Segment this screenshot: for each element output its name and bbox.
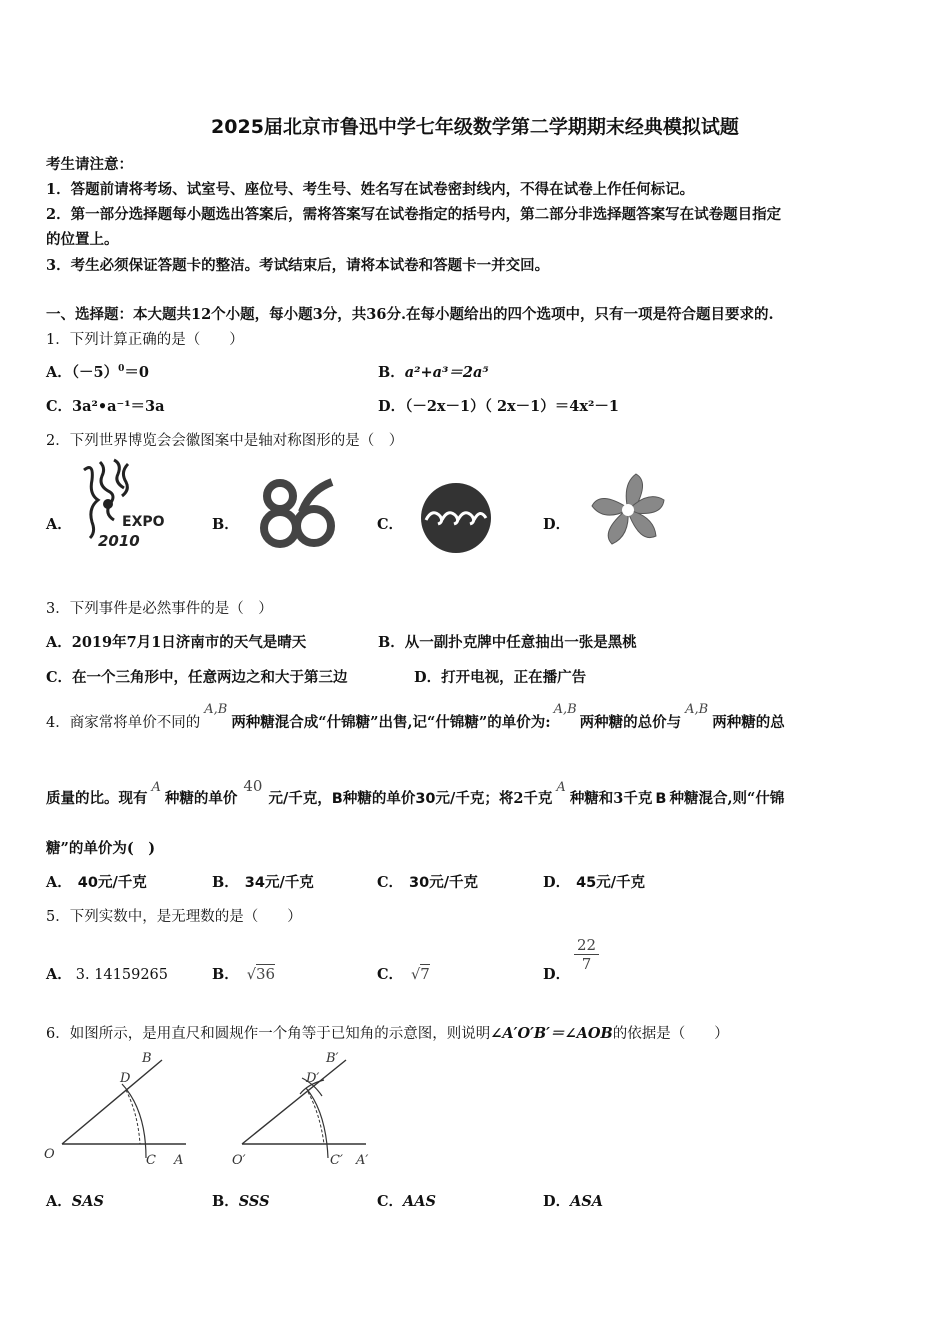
sqrt-icon: √	[246, 967, 257, 983]
notice-item: 1．答题前请将考场、试室号、座位号、考生号、姓名写在试卷密封线内，不得在试卷上作任何标记。	[46, 181, 695, 198]
wave-circle-logo-icon	[420, 482, 492, 554]
q4-option-c	[377, 871, 478, 892]
q4-text: 种糖和3千克	[569, 790, 653, 807]
option-label: B．	[212, 516, 239, 533]
point-label: B	[142, 1051, 152, 1066]
q4-text: 4．商家常将单价不同的	[46, 715, 201, 731]
q6-text: 的依据是（ ）	[612, 1026, 729, 1042]
question-3-stem: 3．下列事件是必然事件的是（ ）	[46, 601, 273, 617]
q6-text: 6．如图所示，是用直尺和圆规作一个角等于已知角的示意图，则说明	[46, 1026, 491, 1042]
point-label: C′	[330, 1153, 343, 1168]
option-value: SSS	[238, 1193, 270, 1210]
section-heading: 一、选择题：本大题共12个小题，每小题3分，共36分.在每小题给出的四个选项中，只有一项是符合题目要求的.	[46, 306, 774, 323]
expo-year: 2010	[98, 532, 140, 550]
q4-var: B	[655, 791, 667, 807]
q4-var: A,B	[685, 702, 709, 717]
point-label: A	[174, 1153, 184, 1168]
option-label: C．	[377, 1193, 404, 1210]
q6-option-a	[46, 1190, 104, 1211]
option-text: 3a²•a⁻¹＝3a	[72, 398, 165, 415]
option-label: B．	[212, 874, 239, 891]
option-value: 34	[244, 875, 265, 891]
question-2-stem: 2．下列世界博览会会徽图案中是轴对称图形的是（ ）	[46, 433, 404, 449]
q6-option-d	[543, 1190, 603, 1211]
option-value: SAS	[71, 1193, 104, 1210]
option-unit: 元/千克	[596, 874, 646, 891]
point-label: B′	[326, 1051, 339, 1066]
option-unit: 元/千克	[429, 874, 479, 891]
fraction-22-7	[574, 936, 599, 973]
option-label: C．	[377, 874, 404, 891]
q4-text: 两种糖的总	[712, 714, 785, 731]
expo-2010-logo-icon	[78, 458, 174, 550]
q4-var: B	[331, 791, 343, 807]
q4-var: A,B	[553, 702, 577, 717]
option-label: A．	[46, 966, 72, 983]
q1-option-c	[46, 395, 165, 416]
q4-text: 元/千克，	[268, 790, 332, 807]
option-value: 7	[420, 965, 430, 983]
q4-var: A	[151, 780, 161, 795]
point-label: A′	[356, 1153, 369, 1168]
option-label: C．	[46, 398, 73, 415]
option-label: B．	[378, 364, 405, 381]
flower-logo-icon	[588, 470, 670, 550]
option-label: C．	[377, 516, 404, 533]
question-1-stem: 1．下列计算正确的是（ ）	[46, 332, 244, 348]
q3-option-b: B．从一副扑克牌中任意抽出一张是黑桃	[378, 634, 637, 651]
option-label: A．	[46, 1193, 72, 1210]
q6-option-b	[212, 1190, 270, 1211]
q5-option-b	[212, 963, 275, 984]
q3-option-d: D．打开电视，正在播广告	[414, 669, 587, 686]
option-value: 40	[77, 875, 98, 891]
option-value: ASA	[570, 1193, 604, 1210]
q4-text: 种糖混合,则“什锦	[669, 790, 785, 807]
q1-option-d	[378, 395, 619, 416]
question-4-line2	[46, 777, 785, 808]
q1-option-b	[378, 361, 489, 382]
q4-text: 种糖的单价	[342, 790, 416, 807]
option-label: A．	[46, 364, 72, 381]
option-label: D．	[378, 398, 406, 415]
notice-heading: 考生请注意：	[46, 156, 133, 173]
option-text: （－2x－1）（ 2x－1）＝4x²－1	[405, 398, 619, 415]
q4-text: 两种糖的总价与	[579, 714, 682, 731]
question-6-stem	[46, 1022, 729, 1043]
option-label: D．	[543, 516, 571, 533]
q5-option-c	[377, 963, 430, 984]
q5-option-d	[543, 963, 570, 984]
fraction-numerator: 22	[574, 936, 599, 955]
option-label: A．	[46, 874, 72, 891]
q3-option-c: C．在一个三角形中，任意两边之和大于第三边	[46, 669, 348, 686]
question-4-line3: 糖”的单价为( )	[46, 840, 156, 857]
option-label: D．	[543, 874, 571, 891]
page-title: 2025届北京市鲁迅中学七年级数学第二学期期末经典模拟试题	[211, 116, 739, 138]
option-text: a²+a³＝2a⁵	[404, 364, 489, 381]
question-5-stem: 5．下列实数中，是无理数的是（ ）	[46, 909, 302, 925]
point-label: C	[146, 1153, 156, 1168]
point-label: O	[44, 1147, 55, 1162]
option-label: C．	[377, 966, 404, 983]
notice-item: 3．考生必须保证答题卡的整洁。考试结束后，请将本试卷和答题卡一并交回。	[46, 257, 550, 274]
option-label: B．	[212, 1193, 239, 1210]
q4-text: 质量的比。现有	[46, 790, 148, 807]
option-text: ＝0	[124, 364, 149, 381]
option-label: B．	[212, 966, 239, 983]
q4-option-d	[543, 871, 645, 892]
fraction-denominator: 7	[581, 955, 592, 973]
question-4-line1	[46, 702, 785, 732]
option-label: D．	[543, 966, 571, 983]
option-text: （－5）	[71, 364, 119, 381]
q4-var: A,B	[204, 702, 228, 717]
option-unit: 元/千克	[97, 874, 147, 891]
figure-angle-aob	[40, 1048, 200, 1174]
notice-item: 2．第一部分选择题每小题选出答案后，需将答案写在试卷指定的括号内，第二部分非选择题答案写在试卷题目指定	[46, 206, 782, 223]
q4-price: 40	[243, 777, 263, 795]
option-value: 36	[256, 965, 276, 983]
option-sup: 0	[118, 364, 125, 375]
point-label: D′	[306, 1071, 320, 1086]
q4-text: 元/千克；将2千克	[435, 790, 553, 807]
q6-option-c	[377, 1190, 436, 1211]
option-label: A．	[46, 516, 72, 533]
option-value: 30	[409, 875, 430, 891]
q6-angle: ∠A′O′B′＝∠AOB	[490, 1025, 613, 1042]
q4-text: 两种糖混合成“什锦糖”出售,记“什锦糖”的单价为:	[231, 714, 551, 731]
option-label: D．	[543, 1193, 571, 1210]
sqrt-icon: √	[411, 967, 421, 983]
option-value: 45	[576, 875, 597, 891]
expo-text: EXPO	[122, 514, 165, 530]
q4-var: A	[556, 780, 566, 795]
option-unit: 元/千克	[264, 874, 314, 891]
expo-86-logo-icon	[258, 476, 340, 552]
option-value: AAS	[403, 1193, 437, 1210]
q4-option-a	[46, 871, 147, 892]
point-label: D	[120, 1071, 131, 1086]
q4-text: 种糖的单价	[164, 790, 238, 807]
q1-option-a	[46, 361, 149, 382]
figure-angle-a-prime-o-prime-b-prime	[228, 1048, 388, 1174]
q3-option-a: A．2019年7月1日济南市的天气是晴天	[46, 634, 307, 651]
q5-option-a	[46, 963, 168, 984]
notice-item: 的位置上。	[46, 231, 119, 248]
option-value: 3. 14159265	[75, 967, 169, 983]
q4-option-b	[212, 871, 314, 892]
point-label: O′	[232, 1153, 246, 1168]
q4-price: 30	[415, 791, 436, 807]
